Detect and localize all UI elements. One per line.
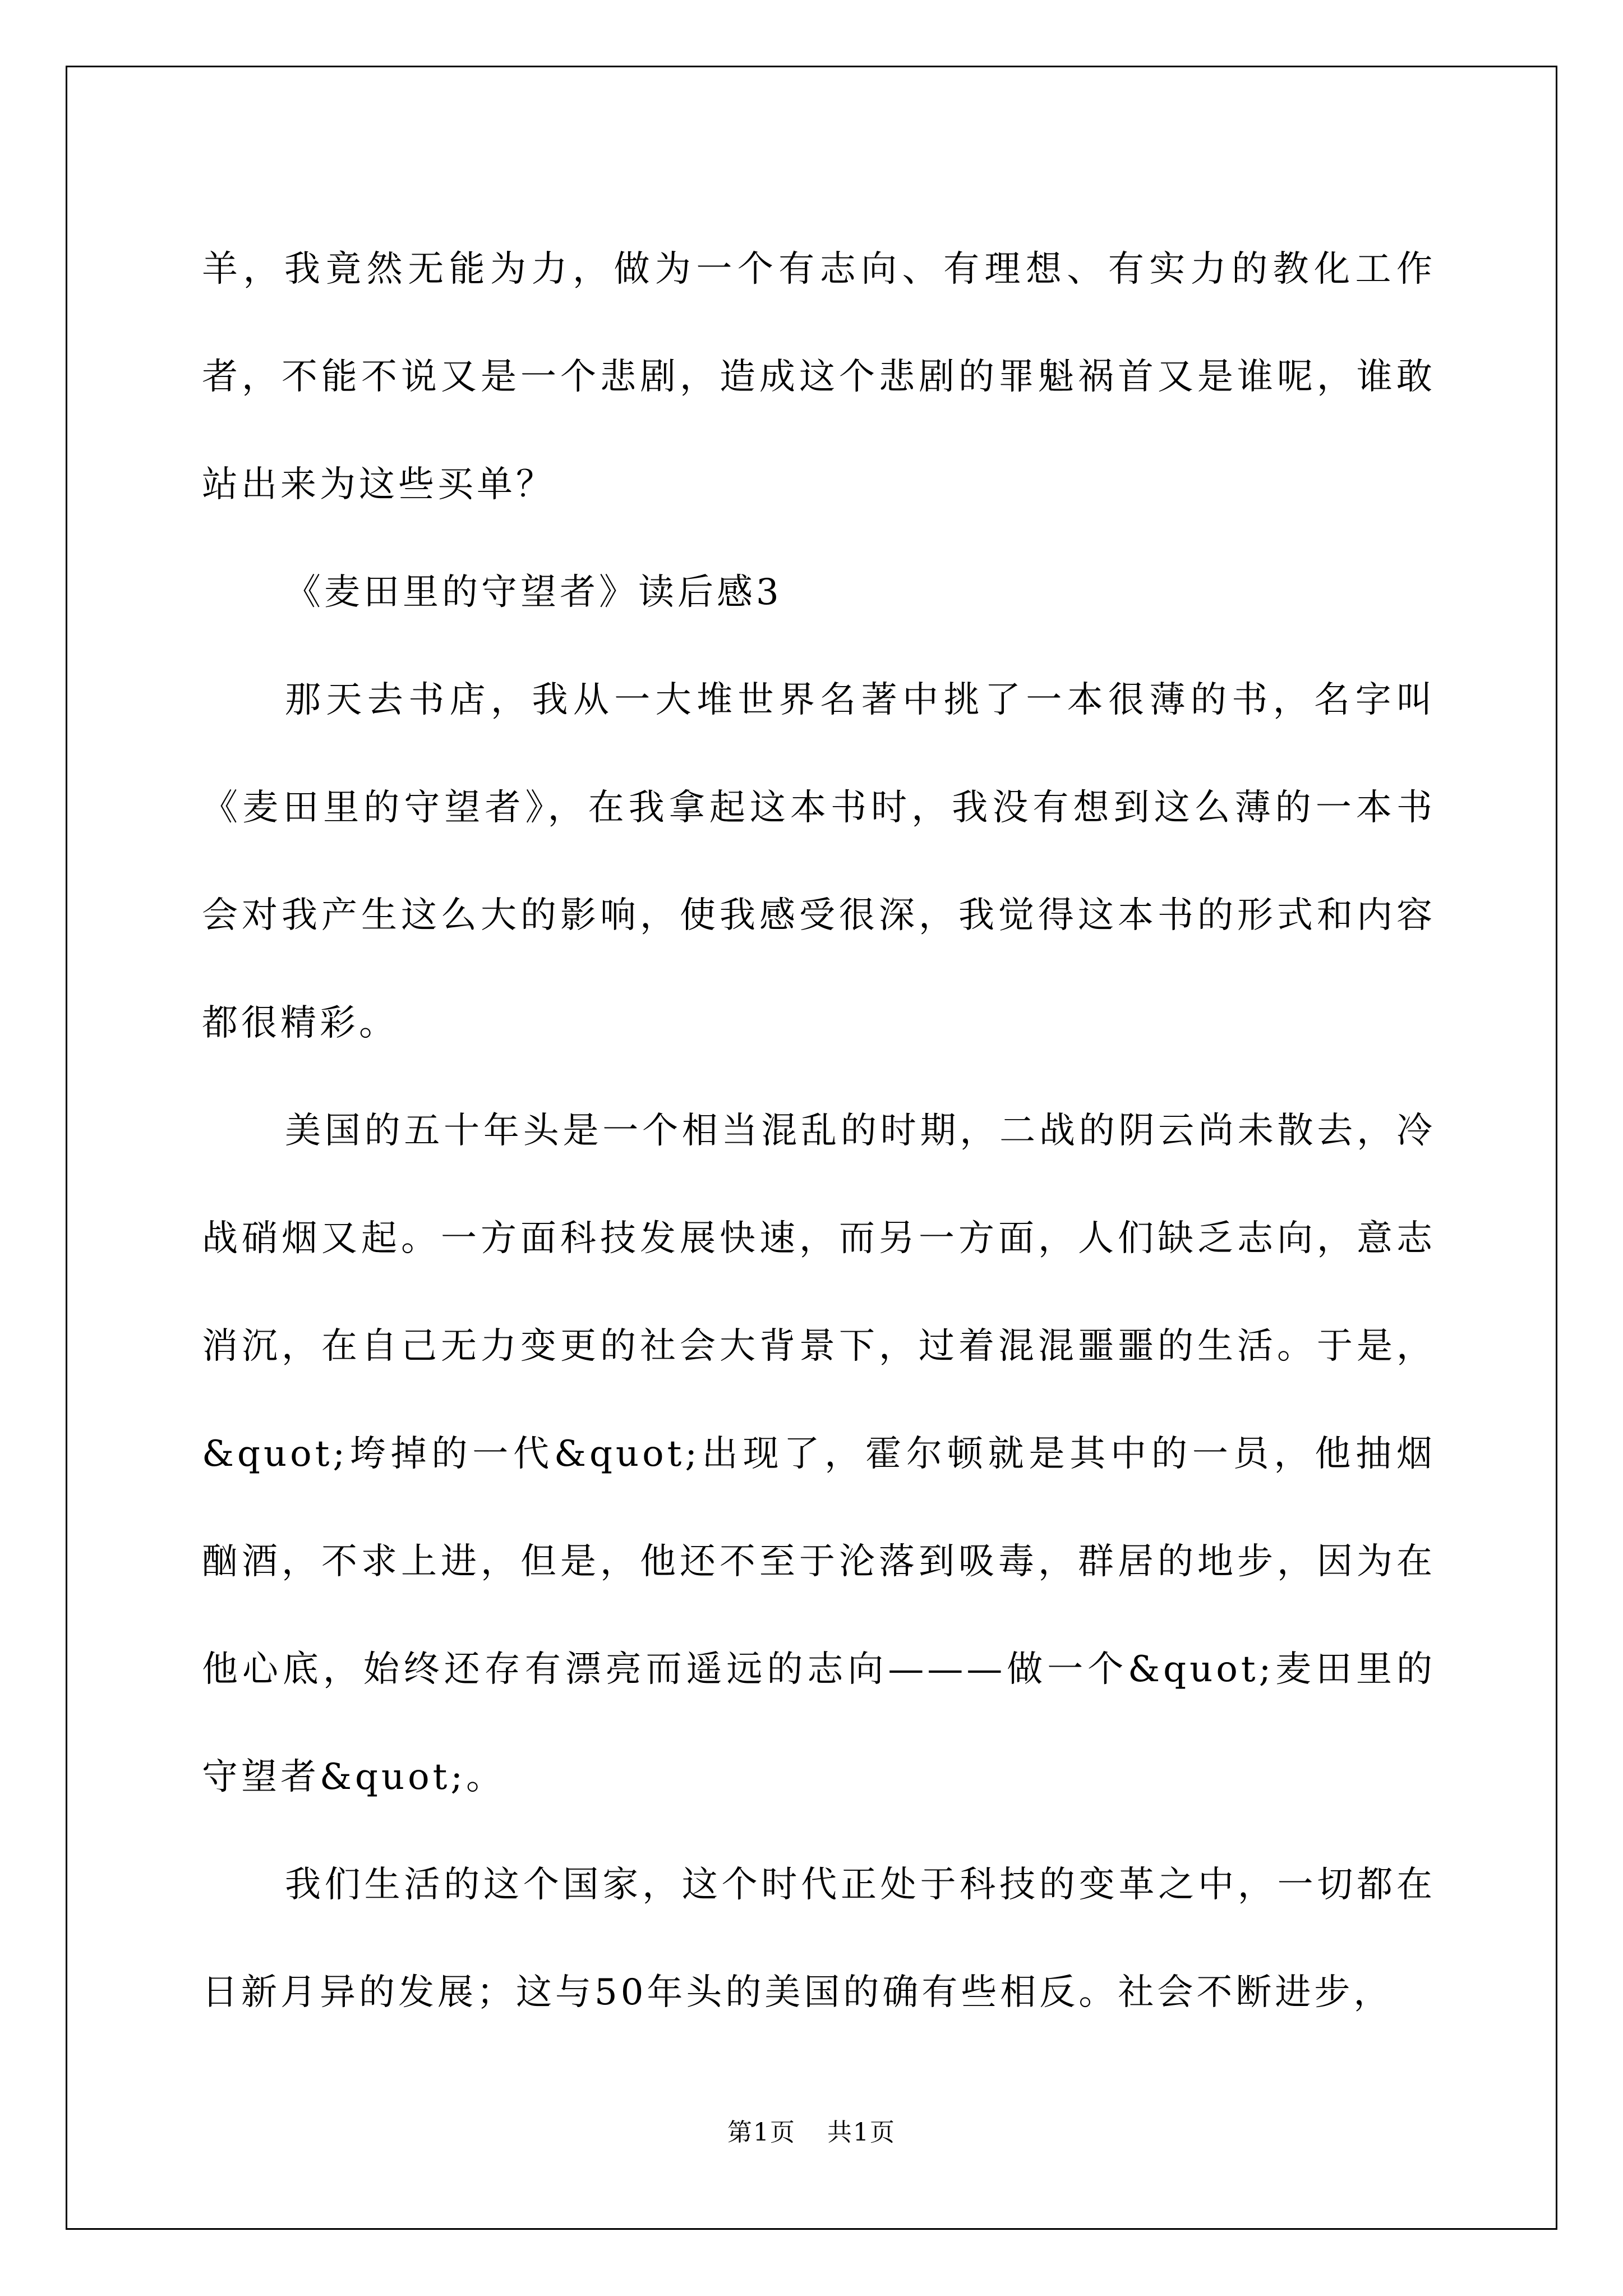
paragraph: 我们生活的这个国家，这个时代正处于科技的变革之中，一切都在日新月异的发展；这与50年头的美国的确有些相反。社会不断进步， xyxy=(202,1864,1436,2013)
page-number: 第1页 xyxy=(727,2118,796,2147)
section-heading: 《麦田里的守望者》读后感3 xyxy=(285,572,782,613)
page-footer xyxy=(0,2116,1623,2150)
paragraph: 那天去书店，我从一大堆世界名著中挑了一本很薄的书，名字叫《麦田里的守望者》，在我拿起这本书时，我没有想到这么薄的一本书会对我产生这么大的影响，使我感受很深，我觉得这本书的形式和内容都很精彩。 xyxy=(202,679,1436,1044)
document-body xyxy=(202,215,1436,2046)
page-total: 共1页 xyxy=(827,2118,896,2147)
paragraph: 美国的五十年头是一个相当混乱的时期，二战的阴云尚未散去，冷战硝烟又起。一方面科技发展快速，而另一方面，人们缺乏志向，意志消沉，在自己无力变更的社会大背景下，过着混混噩噩的生活。于是，&quot;垮掉的一代&quot;出现了，霍尔顿就是其中的一员，他抽烟酗酒，不求上进，但是，他还不至于沦落到吸毒，群居的地步，因为在他心底，始终还存有漂亮而遥远的志向———做一个&quot;麦田里的守望者&quot;。 xyxy=(202,1110,1436,1798)
paragraph: 羊，我竟然无能为力，做为一个有志向、有理想、有实力的教化工作者，不能不说又是一个悲剧，造成这个悲剧的罪魁祸首又是谁呢，谁敢站出来为这些买单？ xyxy=(202,249,1436,505)
